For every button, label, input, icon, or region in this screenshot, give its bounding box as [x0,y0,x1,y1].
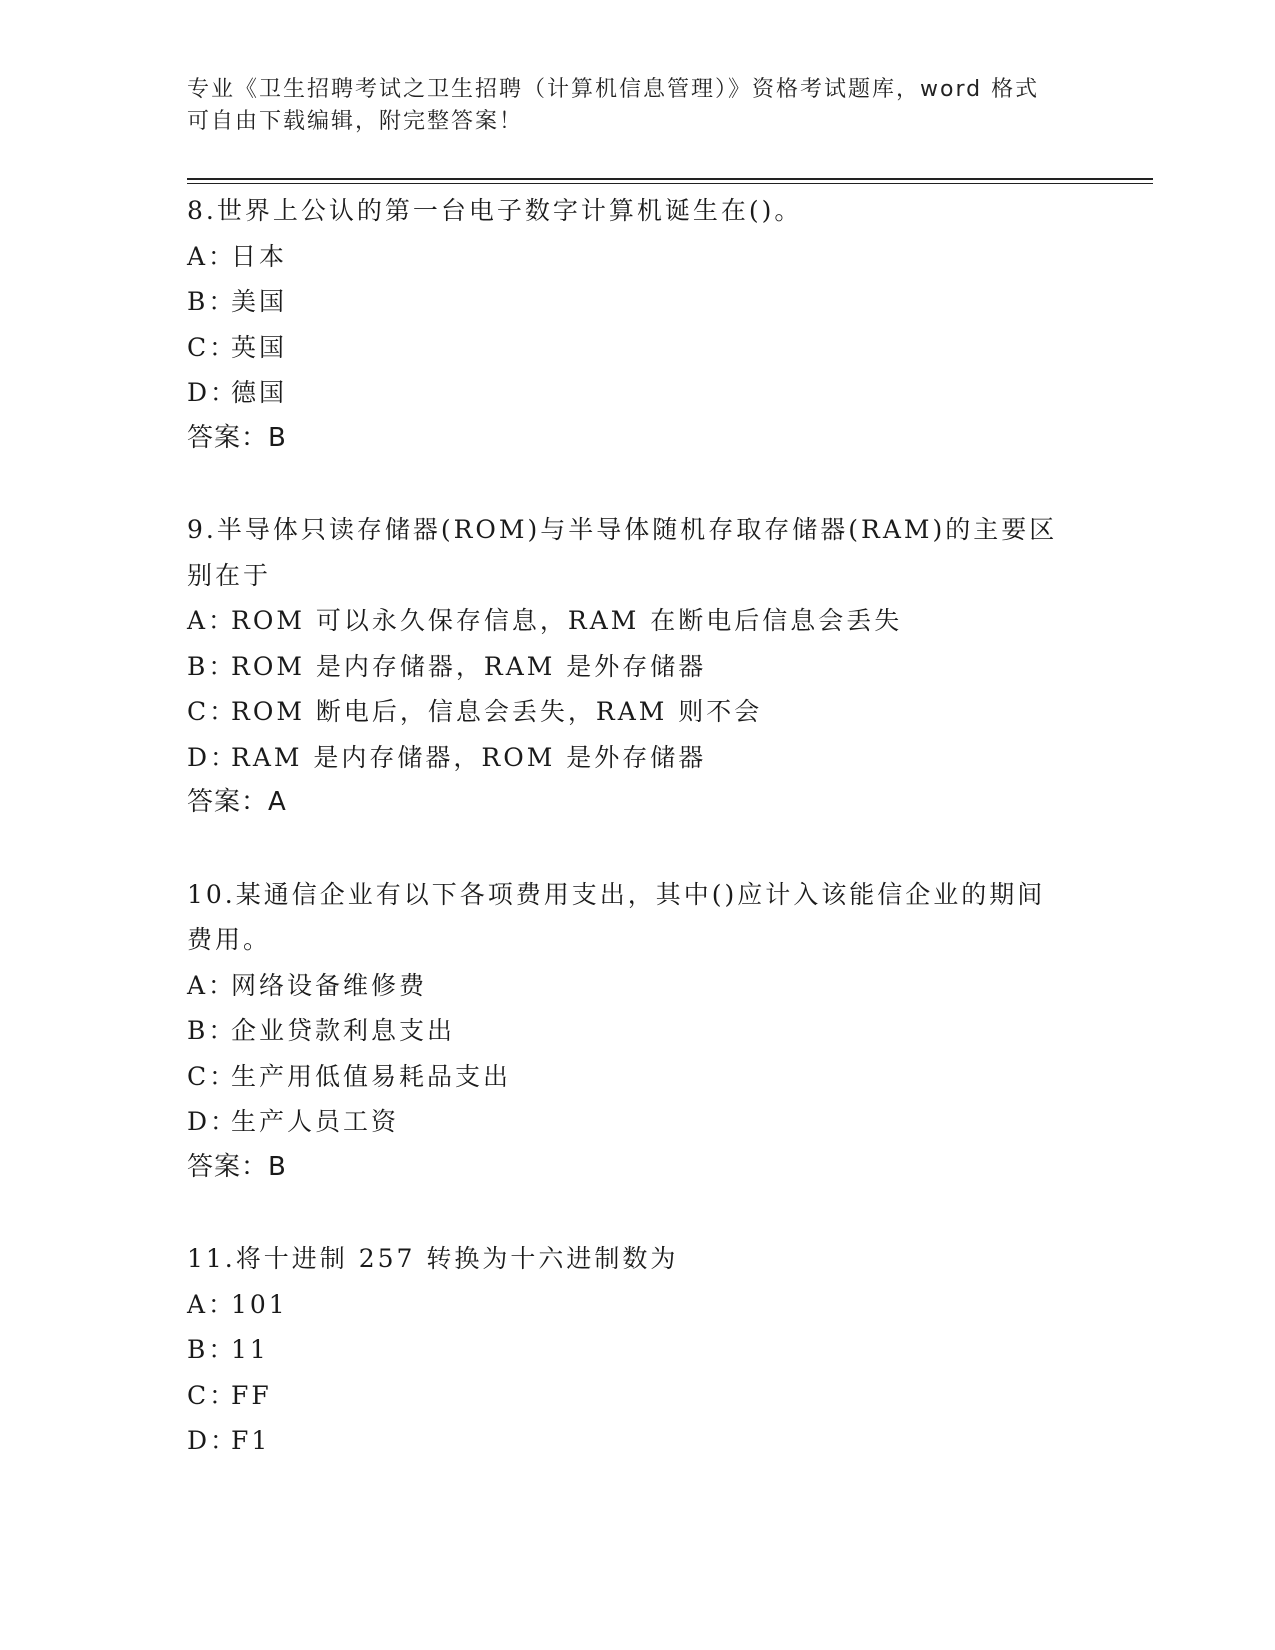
question-list [187,188,1087,1510]
option-c [187,689,1087,735]
question-text: 11.将十进制 257 转换为十六进制数为 [187,1244,679,1273]
header-line-1: 专业《卫生招聘考试之卫生招聘（计算机信息管理）》资格考试题库，word 格式 [187,77,1040,102]
header-divider-thin [187,183,1153,184]
option-key: A： [187,970,237,1000]
option-text: ROM 断电后，信息会丢失，RAM 则不会 [231,697,763,726]
option-text: F1 [231,1426,271,1455]
option-key: D： [187,1426,239,1455]
question-text: 10.某通信企业有以下各项费用支出，其中()应计入该能信企业的期间费用。 [187,879,1046,954]
option-key: D： [187,378,239,407]
option-text: ROM 是内存储器，RAM 是外存储器 [231,651,707,681]
option-d [187,1418,1087,1464]
option-key: C： [187,332,238,362]
option-key: A： [187,241,237,271]
option-text: 生产用低值易耗品支出 [231,1061,512,1091]
option-text: 网络设备维修费 [231,970,428,1000]
option-c [187,1373,1087,1419]
option-key: B： [187,1335,237,1364]
option-key: D： [187,1107,239,1136]
option-b [187,644,1087,690]
option-key: B： [187,1016,237,1045]
option-d [187,1099,1087,1145]
option-a [187,234,1087,280]
question-8 [187,188,1087,461]
option-text: 101 [231,1289,288,1319]
option-key: B： [187,651,237,681]
option-text: FF [231,1380,272,1410]
option-key: C： [187,1061,238,1091]
option-text: 11 [231,1335,269,1364]
question-9 [187,507,1087,826]
option-c [187,1054,1087,1100]
option-b [187,1008,1087,1054]
option-key: B： [187,287,237,316]
option-key: D： [187,742,239,772]
option-key: A： [187,1289,237,1319]
option-b [187,279,1087,325]
question-10 [187,872,1087,1191]
question-text: 8.世界上公认的第一台电子数字计算机诞生在()。 [187,196,803,225]
option-a [187,1282,1087,1328]
option-text: RAM 是内存储器，ROM 是外存储器 [231,742,707,772]
option-key: C： [187,1380,238,1410]
option-d [187,735,1087,781]
option-text: 日本 [231,241,288,271]
option-key: C： [187,697,238,726]
option-a [187,598,1087,644]
question-11 [187,1236,1087,1464]
option-text: 美国 [231,287,288,316]
option-d [187,370,1087,416]
option-key: A： [187,606,237,635]
answer-line: 答案：B [187,1151,287,1182]
option-text: ROM 可以永久保存信息，RAM 在断电后信息会丢失 [231,606,903,635]
header-line-2: 可自由下载编辑，附完整答案！ [187,109,524,134]
option-text: 企业贷款利息支出 [231,1016,456,1045]
option-c [187,325,1087,371]
question-text: 9.半导体只读存储器(ROM)与半导体随机存取存储器(RAM)的主要区别在于 [187,515,1058,590]
answer-line: 答案：A [187,787,287,817]
option-text: 生产人员工资 [231,1107,400,1136]
document-header [187,74,1067,138]
option-text: 英国 [231,332,288,362]
option-a [187,963,1087,1009]
option-text: 德国 [231,378,288,407]
answer-line: 答案：B [187,422,287,453]
header-divider-thick [187,178,1153,180]
option-b [187,1327,1087,1373]
